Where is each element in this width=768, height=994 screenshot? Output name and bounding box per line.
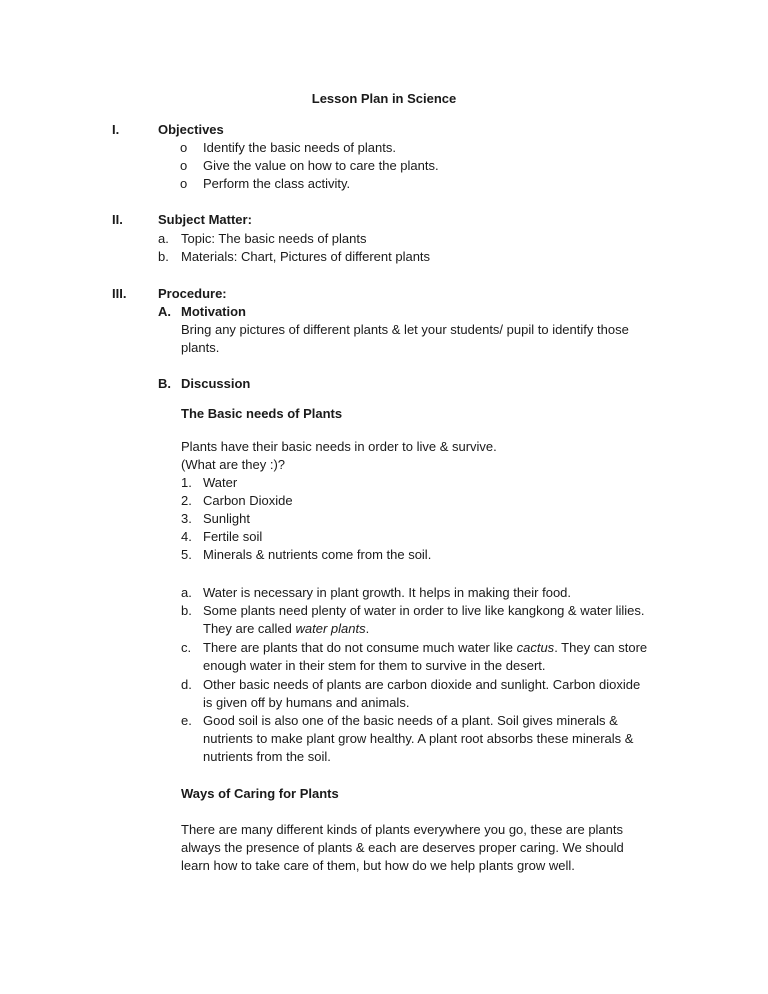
detail-label: b. [181, 603, 192, 618]
need-item: Minerals & nutrients come from the soil. [203, 547, 432, 562]
detail-label: a. [181, 585, 192, 600]
objective-item: Perform the class activity. [203, 176, 351, 191]
detail-text: is given off by humans and animals. [203, 695, 410, 710]
section-numeral-procedure: III. [112, 286, 127, 301]
need-number: 2. [181, 493, 192, 508]
need-number: 4. [181, 529, 192, 544]
detail-text: Some plants need plenty of water in order to live like kangkong & water lilies. [203, 603, 645, 618]
discussion-heading: Discussion [181, 376, 251, 391]
need-number: 1. [181, 475, 192, 490]
detail-text: They are called water plants. [203, 621, 370, 636]
page-title: Lesson Plan in Science [311, 91, 457, 106]
detail-text: nutrients to make plant grow healthy. A plant root absorbs these minerals & [203, 731, 634, 746]
caring-text: There are many different kinds of plants everywhere you go, these are plants [181, 822, 624, 837]
detail-label: d. [181, 677, 192, 692]
procedure-heading: Procedure: [158, 286, 227, 301]
caring-subheading: Ways of Caring for Plants [181, 786, 339, 801]
need-item: Fertile soil [203, 529, 263, 544]
emphasis-text: cactus [516, 640, 555, 655]
section-numeral-subject: II. [112, 212, 123, 227]
motivation-text: plants. [181, 340, 220, 355]
detail-label: c. [181, 640, 192, 655]
emphasis-text: water plants [295, 621, 366, 636]
objectives-heading: Objectives [158, 122, 224, 137]
motivation-text: Bring any pictures of different plants & let your students/ pupil to identify those [181, 322, 629, 337]
bullet-icon: o [180, 158, 188, 173]
bullet-icon: o [180, 140, 188, 155]
discussion-intro: Plants have their basic needs in order to live & survive. [181, 439, 497, 454]
discussion-label: B. [158, 376, 171, 391]
need-item: Carbon Dioxide [203, 493, 293, 508]
detail-text: There are plants that do not consume much water like cactus. They can store [203, 640, 648, 655]
detail-label: e. [181, 713, 192, 728]
objective-item: Identify the basic needs of plants. [203, 140, 396, 155]
caring-text: always the presence of plants & each are deserves proper caring. We should [181, 840, 624, 855]
detail-text: enough water in their stem for them to survive in the desert. [203, 658, 546, 673]
subject-item-text: Materials: Chart, Pictures of different plants [181, 249, 431, 264]
detail-text: Good soil is also one of the basic needs of a plant. Soil gives minerals & [203, 713, 618, 728]
detail-text: nutrients from the soil. [203, 749, 331, 764]
caring-text: learn how to take care of them, but how do we help plants grow well. [181, 858, 575, 873]
detail-text: Other basic needs of plants are carbon dioxide and sunlight. Carbon dioxide [203, 677, 641, 692]
motivation-label: A. [158, 304, 171, 319]
subject-item-text: Topic: The basic needs of plants [181, 231, 367, 246]
subject-item-label: a. [158, 231, 169, 246]
basic-needs-subheading: The Basic needs of Plants [181, 406, 343, 421]
bullet-icon: o [180, 176, 188, 191]
section-numeral-objectives: I. [112, 122, 120, 137]
subject-item-label: b. [158, 249, 169, 264]
need-item: Water [203, 475, 238, 490]
detail-text: Water is necessary in plant growth. It helps in making their food. [203, 585, 572, 600]
subject-heading: Subject Matter: [158, 212, 252, 227]
need-item: Sunlight [203, 511, 250, 526]
need-number: 3. [181, 511, 192, 526]
discussion-intro: (What are they :)? [181, 457, 286, 472]
motivation-heading: Motivation [181, 304, 246, 319]
need-number: 5. [181, 547, 192, 562]
objective-item: Give the value on how to care the plants. [203, 158, 439, 173]
